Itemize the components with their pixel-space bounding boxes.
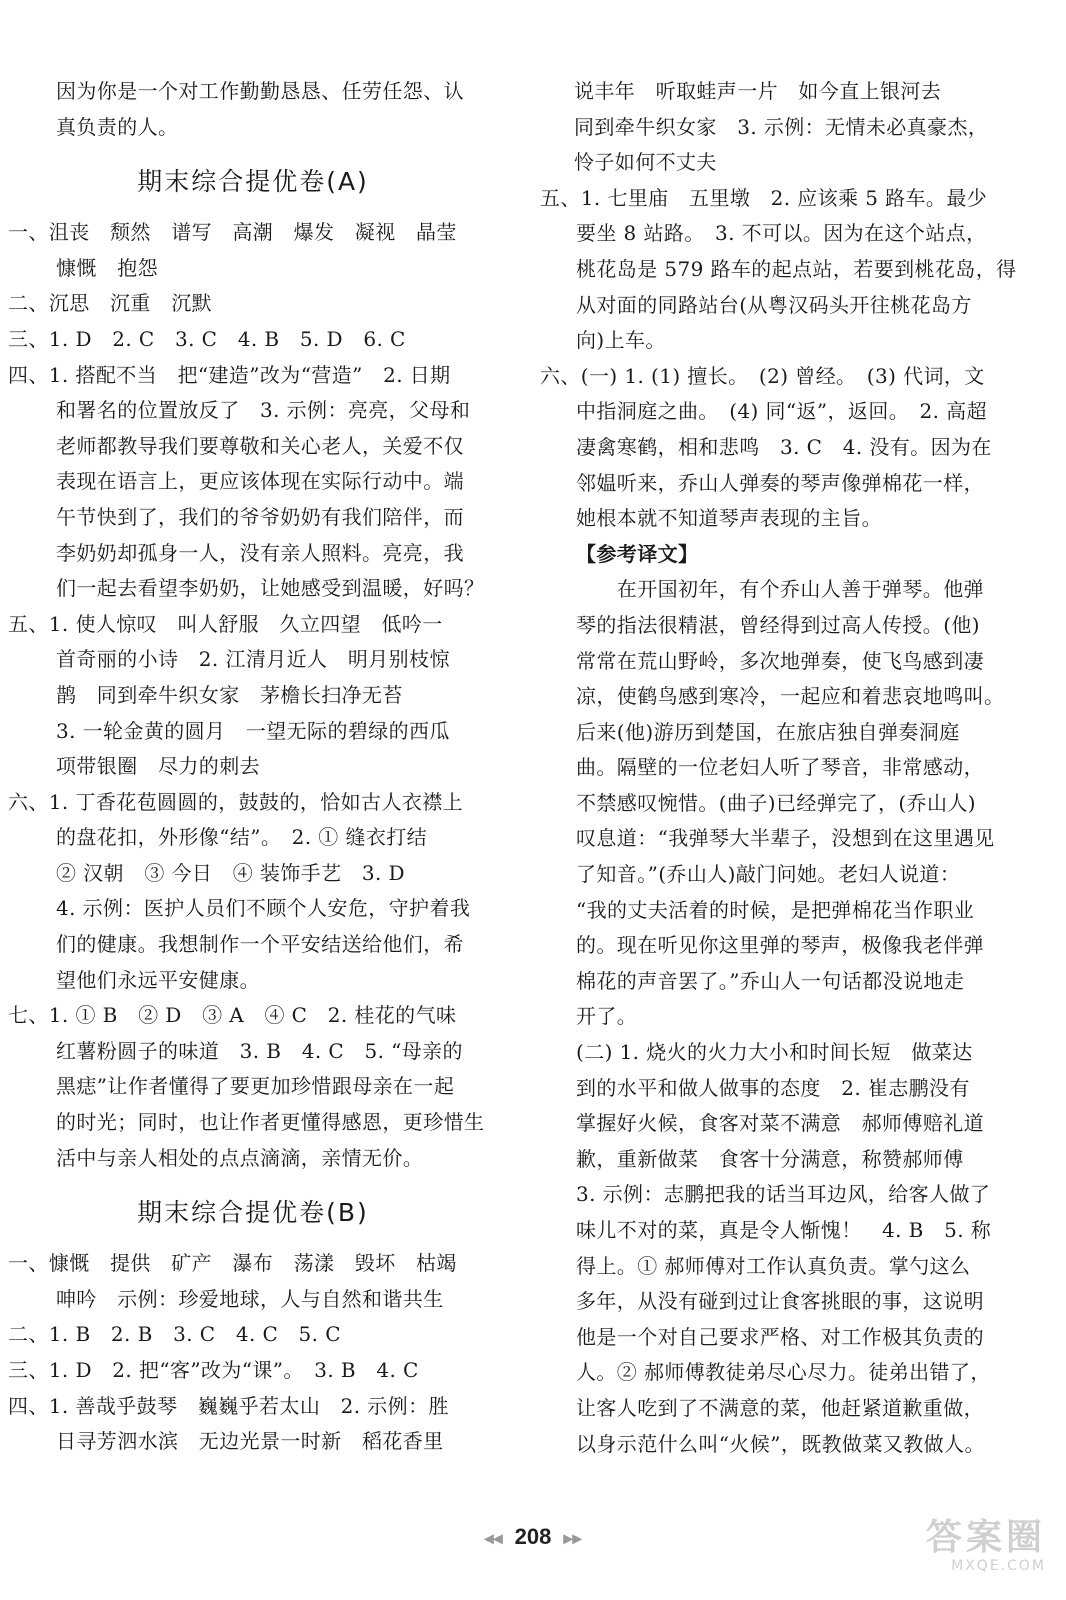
answer-line: 的盘花扣，外形像“结”。 2. ① 缝衣打结 — [56, 825, 428, 850]
answer-line: 在开国初年，有个乔山人善于弹琴。他弹 — [576, 577, 984, 602]
answer-line: 们一起去看望李奶奶，让她感受到温暖，好吗？ — [56, 576, 485, 601]
answer-line: 的。现在听见你这里弹的琴声，极像我老伴弹 — [576, 933, 984, 958]
answer-line: 二、1. B 2. B 3. C 4. C 5. C — [8, 1322, 341, 1347]
answer-line: 3. 一轮金黄的圆月 一望无际的碧绿的西瓜 — [56, 718, 450, 743]
answer-line: 红薯粉圆子的味道 3. B 4. C 5. “母亲的 — [56, 1038, 463, 1063]
left-column — [8, 74, 498, 1460]
answer-line: 歉，重新做菜 食客十分满意，称赞郝师傅 — [576, 1146, 964, 1171]
answer-line: 琴的指法很精湛，曾经得到过高人传授。(他) — [576, 612, 981, 637]
answer-line: 曲。隔壁的一位老妇人听了琴音，非常感动， — [576, 755, 984, 780]
answer-line: 她根本就不知道琴声表现的主旨。 — [576, 506, 882, 531]
answer-line: 向)上车。 — [576, 328, 666, 353]
answer-line: 以身示范什么叫“火候”，既教做菜又教做人。 — [576, 1431, 985, 1456]
watermark-logo — [886, 1518, 1046, 1582]
answer-line: 从对面的同路站台(从粤汉码头开往桃花岛方 — [576, 292, 972, 317]
answer-line: 项带银圈 尽力的刺去 — [56, 754, 260, 779]
answer-line: 慷慨 抱怨 — [56, 255, 158, 280]
section-title: 期末综合提优卷(A) — [137, 167, 369, 197]
answer-line: 五、1. 使人惊叹 叫人舒服 久立四望 低吟一 — [8, 611, 443, 636]
answer-line: 真负责的人。 — [56, 114, 179, 139]
answer-line: 望他们永远平安健康。 — [56, 967, 260, 992]
answer-line: 味儿不对的菜，真是令人惭愧！ 4. B 5. 称 — [576, 1218, 992, 1242]
answer-line: 让客人吃到了不满意的菜，他赶紧道歉重做， — [576, 1395, 984, 1420]
answer-line: 说丰年 听取蛙声一片 如今直上银河去 — [574, 79, 942, 103]
answer-line: 午节快到了，我们的爷爷奶奶有我们陪伴，而 — [56, 504, 464, 529]
answer-line: 鹊 同到牵牛织女家 茅檐长扫净无苔 — [56, 682, 403, 707]
answer-line: ② 汉朝 ③ 今日 ④ 装饰手艺 3. D — [56, 860, 405, 885]
answer-line: 因为你是一个对工作勤勤恳恳、任劳任怨、认 — [56, 79, 464, 103]
answer-line: 桃花岛是 579 路车的起点站，若要到桃花岛，得 — [576, 256, 1017, 281]
right-column — [540, 74, 1040, 1462]
answer-line: 呻吟 示例：珍爱地球，人与自然和谐共生 — [56, 1286, 444, 1311]
answer-line: 了知音。”(乔山人)敲门问她。老妇人说道： — [576, 862, 961, 887]
answer-line: 人。② 郝师傅教徒弟尽心尽力。徒弟出错了， — [576, 1360, 991, 1385]
answer-line: 李奶奶却孤身一人，没有亲人照料。亮亮，我 — [56, 540, 464, 565]
answer-line: 四、1. 善哉乎鼓琴 巍巍乎若太山 2. 示例：胜 — [8, 1393, 449, 1418]
answer-line: 中指洞庭之曲。 (4) 同“返”，返回。 2. 高超 — [576, 399, 987, 424]
answer-line: 到的水平和做人做事的态度 2. 崔志鹏没有 — [576, 1075, 970, 1100]
answer-line: 得上。① 郝师傅对工作认真负责。掌勺这么 — [576, 1253, 971, 1278]
answer-line: 要坐 8 站路。 3. 不可以。因为在这个站点， — [576, 221, 987, 246]
answer-line: 4. 示例：医护人员们不顾个人安危，守护着我 — [56, 896, 471, 921]
answer-line: 叹息道：“我弹琴大半辈子，没想到在这里遇见 — [576, 826, 995, 851]
answer-line: 老师都教导我们要尊敬和关心老人，关爱不仅 — [56, 433, 464, 458]
answer-line: 凄禽寒鹤，相和悲鸣 3. C 4. 没有。因为在 — [576, 434, 992, 459]
answer-line: 表现在语言上，更应该体现在实际行动中。端 — [56, 469, 464, 494]
answer-line: 3. 示例：志鹏把我的话当耳边风，给客人做了 — [576, 1182, 991, 1207]
answer-line: 七、1. ① B ② D ③ A ④ C 2. 桂花的气味 — [8, 1003, 457, 1028]
answer-line: 四、1. 搭配不当 把“建造”改为“营造” 2. 日期 — [8, 362, 451, 387]
answer-line: “我的丈夫活着的时候，是把弹棉花当作职业 — [576, 897, 975, 922]
answer-line: 同到牵牛织女家 3. 示例：无情未必真豪杰， — [574, 114, 989, 139]
next-arrows-icon: ▸▸ — [563, 1528, 582, 1548]
answer-line: 的时光；同时，也让作者更懂得感恩，更珍惜生 — [56, 1110, 485, 1135]
answer-line: 后来(他)游历到楚国，在旅店独自弹奏洞庭 — [576, 719, 960, 744]
answer-line: 二、沉思 沉重 沉默 — [8, 291, 212, 316]
answer-line: 棉花的声音罢了。”乔山人一句话都没说地走 — [576, 968, 965, 993]
answer-line: 凉，使鹤鸟感到寒冷，一起应和着悲哀地鸣叫。 — [576, 684, 1005, 709]
answer-line: 开了。 — [576, 1004, 638, 1029]
answer-line: 首奇丽的小诗 2. 江清月近人 明月别枝惊 — [56, 647, 450, 672]
answer-line: 三、1. D 2. C 3. C 4. B 5. D 6. C — [8, 326, 406, 351]
answer-line: 不禁感叹惋惜。(曲子)已经弹完了，(乔山人) — [576, 790, 977, 815]
section-title: 期末综合提优卷(B) — [137, 1198, 369, 1228]
answer-line: 常常在荒山野岭，多次地弹奏，使飞鸟感到凄 — [576, 648, 984, 673]
answer-line: 六、(一) 1. (1) 擅长。 (2) 曾经。 (3) 代词，文 — [540, 363, 985, 388]
answer-line: 一、慷慨 提供 矿产 瀑布 荡漾 毁坏 枯竭 — [8, 1251, 457, 1276]
answer-line: 邻媪听来，乔山人弹奏的琴声像弹棉花一样， — [576, 470, 984, 495]
prev-arrows-icon: ◂◂ — [484, 1528, 503, 1548]
answer-line: 一、沮丧 颓然 谱写 高潮 爆发 凝视 晶莹 — [8, 220, 457, 245]
watermark-url: MXQE.COM — [951, 1558, 1046, 1574]
answer-line: 和署名的位置放反了 3. 示例：亮亮，父母和 — [56, 398, 471, 423]
reference-translation-heading: 【参考译文】 — [576, 541, 699, 566]
answer-line: 们的健康。我想制作一个平安结送给他们，希 — [56, 932, 464, 957]
answer-line: 怜子如何不丈夫 — [574, 150, 717, 175]
watermark-title: 答案圈 — [925, 1517, 1046, 1558]
answer-line: 三、1. D 2. 把“客”改为“课”。 3. B 4. C — [8, 1358, 419, 1382]
answer-line: 黑痣”让作者懂得了要更加珍惜跟母亲在一起 — [56, 1074, 455, 1099]
answer-line: 六、1. 丁香花苞圆圆的，鼓鼓的，恰如古人衣襟上 — [8, 789, 464, 814]
page-number: 208 — [514, 1524, 552, 1549]
answer-line: 五、1. 七里庙 五里墩 2. 应该乘 5 路车。最少 — [540, 185, 988, 210]
answer-line: (二) 1. 烧火的火力大小和时间长短 做菜达 — [576, 1040, 973, 1065]
answer-line: 掌握好火候，食客对菜不满意 郝师傅赔礼道 — [576, 1111, 984, 1136]
answer-line: 多年，从没有碰到过让食客挑眼的事，这说明 — [576, 1289, 984, 1314]
answer-line: 日寻芳泗水滨 无边光景一时新 稻花香里 — [56, 1429, 444, 1454]
answer-line: 活中与亲人相处的点点滴滴，亲情无价。 — [56, 1145, 424, 1170]
answer-line: 他是一个对自己要求严格、对工作极其负责的 — [576, 1324, 984, 1349]
